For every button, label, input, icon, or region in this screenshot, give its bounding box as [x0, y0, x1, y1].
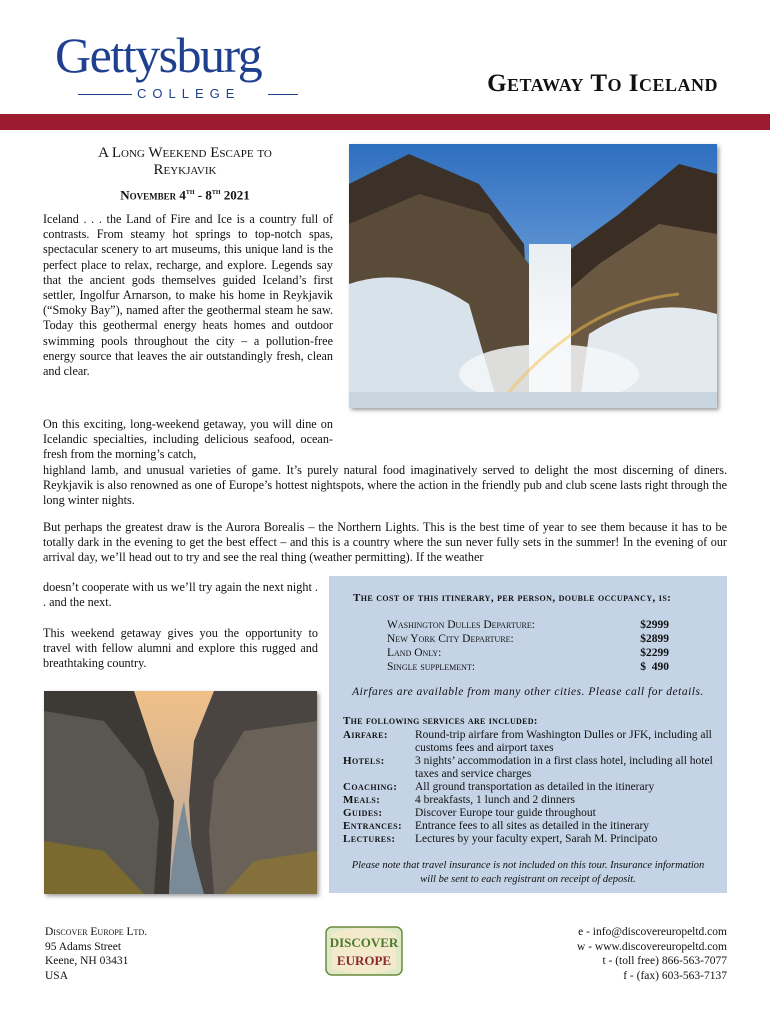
price-amount: $2299: [640, 647, 669, 659]
website[interactable]: w - www.discovereuropeltd.com: [577, 940, 727, 953]
service-label: Hotels:: [343, 755, 385, 767]
insurance-note: Please note that travel insurance is not included on this tour. Insurance information will be sent to each registrant on receipt of deposit.: [351, 860, 705, 885]
service-label: Guides:: [343, 807, 383, 819]
toll-free-phone: t - (toll free) 866-563-7077: [602, 955, 727, 967]
logo-rule-right: [268, 94, 298, 95]
dining-paragraph-end: highland lamb, and unusual varieties of game. It’s purely natural food imaginatively served to delight the most discerning of diners. Reykjavik is also renowned as one of Europe’s hottest nightspots, where the action in the friendly pub and club scene lasts right through the long winter nights.: [43, 463, 727, 508]
header-band: [0, 114, 770, 130]
services-heading: The following services are included:: [343, 715, 538, 727]
price-row: [387, 660, 669, 674]
waterfall-photo: [349, 144, 717, 408]
price-row: [387, 632, 669, 646]
company-contact: [577, 925, 727, 983]
service-label: Airfare:: [343, 729, 388, 741]
price-label: Land Only:: [387, 647, 442, 659]
fax: f - (fax) 603-563-7137: [623, 969, 727, 982]
service-text: Lectures by your faculty expert, Sarah M. Principato: [415, 833, 658, 845]
price-label: Washington Dulles Departure:: [387, 619, 535, 631]
price-row: [387, 618, 669, 632]
company-name: Discover Europe Ltd.: [45, 926, 148, 938]
subtitle-line-1: A Long Weekend Escape to: [98, 145, 272, 161]
service-text: Round-trip airfare from Washington Dulles or JFK, including all customs fees and airport taxes: [415, 729, 712, 754]
service-text: All ground transportation as detailed in the itinerary: [415, 781, 655, 793]
canyon-photo: [44, 691, 317, 894]
price-amount: $2899: [640, 633, 669, 645]
company-address: [45, 925, 147, 983]
price-label: Single supplement:: [387, 661, 476, 673]
price-label: New York City Departure:: [387, 633, 514, 645]
opportunity-paragraph: This weekend getaway gives you the opportunity to travel with fellow alumni and explore this rugged and breathtaking country.: [43, 626, 318, 671]
dining-paragraph-start: On this exciting, long-weekend getaway, you will dine on Icelandic specialties, including delicious seafood, ocean-fresh from the morning’s catch,: [43, 417, 333, 462]
price-amount: $ 490: [640, 661, 669, 673]
pricing-heading: The cost of this itinerary, per person, double occupancy, is:: [353, 592, 672, 604]
discover-europe-logo: [324, 923, 404, 979]
date-start-suffix: th: [185, 187, 195, 196]
service-text: Discover Europe tour guide throughout: [415, 807, 596, 819]
trip-subtitle: [40, 145, 330, 179]
price-row: [387, 646, 669, 660]
college-logo-wordmark: Gettysburg: [55, 27, 262, 83]
email[interactable]: e - info@discovereuropeltd.com: [578, 926, 727, 938]
logo-rule-left: [78, 94, 132, 95]
logo-text-line-2: EUROPE: [336, 953, 392, 968]
intro-paragraph: Iceland . . . the Land of Fire and Ice is a country full of contrasts. From steamy hot springs to top-notch spas, spectacular scenery to art museums, this unique land is the perfect place to relax, recharge, and explore. Legends say that the ancient gods themselves guided Iceland’s first settler, Ingolfur Arnarson, to make his home in Reykjavik (“Smoky Bay”), named after the geothermal steam he saw. Today this geothermal energy heats homes and outdoor swimming pools throughout the city – a pollution-free energy source that leaves the air outstandingly fresh, clean and clear.: [43, 212, 333, 379]
service-label: Lectures:: [343, 833, 396, 845]
country: USA: [45, 969, 69, 982]
date-end-suffix: th: [211, 187, 221, 196]
trip-dates: [40, 187, 330, 203]
service-label: Entrances:: [343, 820, 403, 832]
date-year: 2021: [220, 187, 250, 203]
subtitle-line-2: Reykjavik: [153, 162, 217, 178]
date-start: November 4: [120, 187, 186, 203]
airfare-note: Airfares are available from many other cities. Please call for details.: [352, 686, 704, 698]
street: 95 Adams Street: [45, 940, 122, 953]
price-amount: $2999: [640, 619, 669, 631]
pricing-box: [329, 576, 727, 893]
college-logo-subtitle: COLLEGE: [137, 86, 241, 101]
aurora-paragraph-end: doesn’t cooperate with us we’ll try again the next night . . and the next.: [43, 580, 318, 610]
aurora-paragraph: But perhaps the greatest draw is the Aurora Borealis – the Northern Lights. This is the best time of year to see them because it has to be totally dark in the evening to get the best effect – and this is a country where the sun never fully sets in the summer! In the evening of our arrival day, we’ll head out to try and see the real thing (weather permitting). If the weather: [43, 520, 727, 565]
page-title: Getaway To Iceland: [487, 70, 718, 97]
service-text: Entrance fees to all sites as detailed in the itinerary: [415, 820, 650, 832]
city: Keene, NH 03431: [45, 955, 129, 967]
service-text: 3 nights’ accommodation in a first class hotel, including all hotel taxes and service charges: [415, 755, 713, 780]
service-label: Meals:: [343, 794, 381, 806]
service-label: Coaching:: [343, 781, 398, 793]
service-text: 4 breakfasts, 1 lunch and 2 dinners: [415, 794, 576, 806]
logo-text-line-1: DISCOVER: [329, 935, 399, 950]
date-end: - 8: [194, 187, 212, 203]
